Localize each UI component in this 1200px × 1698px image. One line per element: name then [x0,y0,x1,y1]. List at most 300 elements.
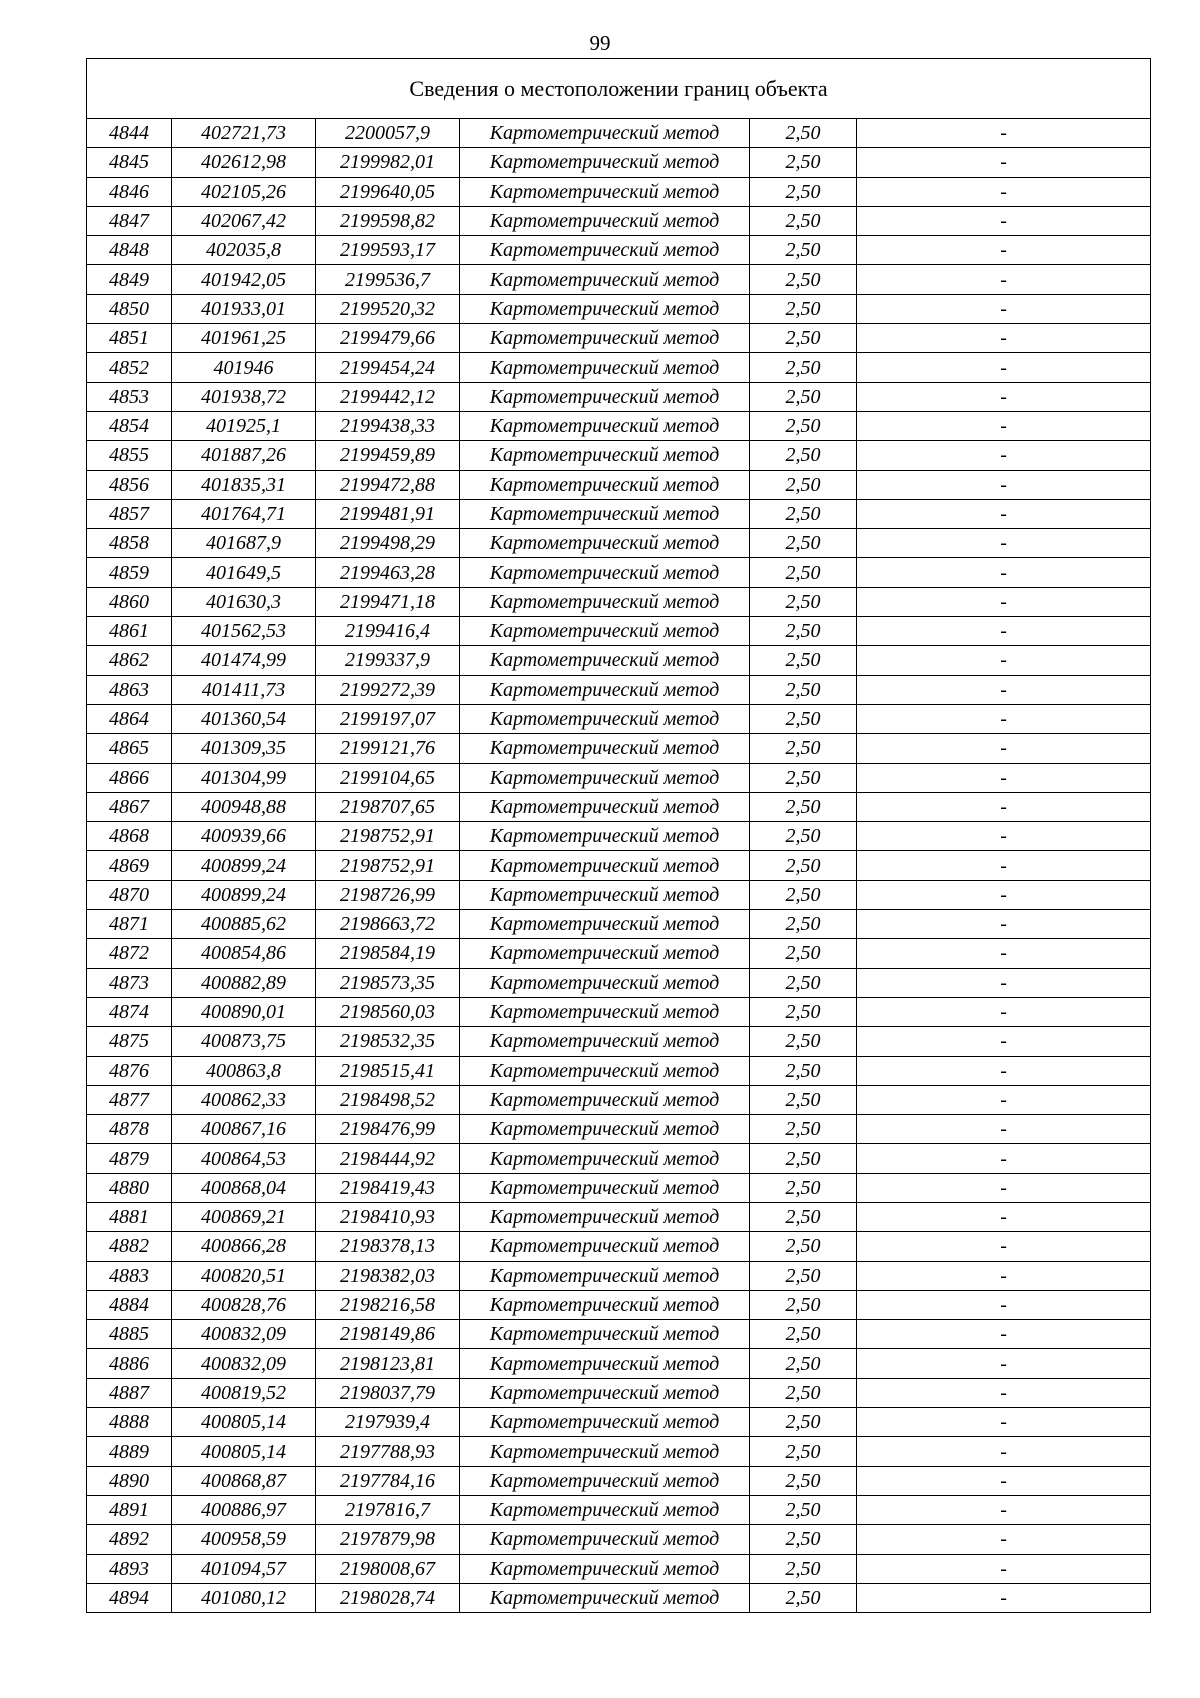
description-cell: - [857,1173,1151,1202]
table-row [87,382,1151,411]
method-cell: Картометрический метод [460,206,750,235]
accuracy-cell: 2,50 [750,1085,857,1114]
accuracy-cell: 2,50 [750,411,857,440]
x-coordinate-cell: 402721,73 [172,119,316,148]
y-coordinate-cell: 2199438,33 [316,411,460,440]
method-cell: Картометрический метод [460,910,750,939]
y-coordinate-cell: 2200057,9 [316,119,460,148]
method-cell: Картометрический метод [460,1115,750,1144]
x-coordinate-cell: 400828,76 [172,1290,316,1319]
method-cell: Картометрический метод [460,822,750,851]
method-cell: Картометрический метод [460,1261,750,1290]
method-cell: Картометрический метод [460,119,750,148]
method-cell: Картометрический метод [460,646,750,675]
y-coordinate-cell: 2199459,89 [316,441,460,470]
table-row [87,441,1151,470]
accuracy-cell: 2,50 [750,1525,857,1554]
description-cell: - [857,1320,1151,1349]
accuracy-cell: 2,50 [750,206,857,235]
y-coordinate-cell: 2199498,29 [316,529,460,558]
y-coordinate-cell: 2198584,19 [316,939,460,968]
table-row [87,792,1151,821]
method-cell: Картометрический метод [460,587,750,616]
point-number-cell: 4886 [87,1349,172,1378]
x-coordinate-cell: 400868,04 [172,1173,316,1202]
table-body [87,119,1151,1613]
y-coordinate-cell: 2199454,24 [316,353,460,382]
table-row [87,822,1151,851]
point-number-cell: 4868 [87,822,172,851]
table-row [87,1261,1151,1290]
description-cell: - [857,177,1151,206]
accuracy-cell: 2,50 [750,997,857,1026]
x-coordinate-cell: 402105,26 [172,177,316,206]
point-number-cell: 4869 [87,851,172,880]
y-coordinate-cell: 2198382,03 [316,1261,460,1290]
y-coordinate-cell: 2197788,93 [316,1437,460,1466]
method-cell: Картометрический метод [460,792,750,821]
point-number-cell: 4892 [87,1525,172,1554]
description-cell: - [857,441,1151,470]
x-coordinate-cell: 401304,99 [172,763,316,792]
point-number-cell: 4887 [87,1378,172,1407]
accuracy-cell: 2,50 [750,324,857,353]
point-number-cell: 4865 [87,734,172,763]
table-row [87,1408,1151,1437]
description-cell: - [857,646,1151,675]
x-coordinate-cell: 400890,01 [172,997,316,1026]
table-row [87,1202,1151,1231]
y-coordinate-cell: 2199121,76 [316,734,460,763]
y-coordinate-cell: 2198498,52 [316,1085,460,1114]
accuracy-cell: 2,50 [750,822,857,851]
y-coordinate-cell: 2198663,72 [316,910,460,939]
point-number-cell: 4857 [87,499,172,528]
point-number-cell: 4875 [87,1027,172,1056]
accuracy-cell: 2,50 [750,910,857,939]
x-coordinate-cell: 400867,16 [172,1115,316,1144]
table-row [87,910,1151,939]
method-cell: Картометрический метод [460,265,750,294]
x-coordinate-cell: 400864,53 [172,1144,316,1173]
point-number-cell: 4858 [87,529,172,558]
x-coordinate-cell: 401411,73 [172,675,316,704]
description-cell: - [857,1027,1151,1056]
accuracy-cell: 2,50 [750,1261,857,1290]
description-cell: - [857,206,1151,235]
table-row [87,324,1151,353]
x-coordinate-cell: 401764,71 [172,499,316,528]
table-row [87,206,1151,235]
method-cell: Картометрический метод [460,1583,750,1612]
method-cell: Картометрический метод [460,1056,750,1085]
point-number-cell: 4853 [87,382,172,411]
x-coordinate-cell: 402612,98 [172,148,316,177]
point-number-cell: 4883 [87,1261,172,1290]
description-cell: - [857,382,1151,411]
y-coordinate-cell: 2198028,74 [316,1583,460,1612]
table-row [87,353,1151,382]
accuracy-cell: 2,50 [750,792,857,821]
y-coordinate-cell: 2198573,35 [316,968,460,997]
method-cell: Картометрический метод [460,1320,750,1349]
table-row [87,1378,1151,1407]
table-row [87,1173,1151,1202]
table-row [87,1466,1151,1495]
table-title: Сведения о местоположении границ объекта [87,59,1151,119]
table-row [87,1583,1151,1612]
method-cell: Картометрический метод [460,499,750,528]
point-number-cell: 4848 [87,236,172,265]
table-row [87,236,1151,265]
point-number-cell: 4845 [87,148,172,177]
description-cell: - [857,265,1151,294]
x-coordinate-cell: 400886,97 [172,1495,316,1524]
method-cell: Картометрический метод [460,441,750,470]
point-number-cell: 4870 [87,880,172,909]
point-number-cell: 4894 [87,1583,172,1612]
description-cell: - [857,1437,1151,1466]
method-cell: Картометрический метод [460,1290,750,1319]
point-number-cell: 4851 [87,324,172,353]
method-cell: Картометрический метод [460,734,750,763]
table-row [87,763,1151,792]
description-cell: - [857,1378,1151,1407]
y-coordinate-cell: 2199536,7 [316,265,460,294]
x-coordinate-cell: 401946 [172,353,316,382]
description-cell: - [857,617,1151,646]
point-number-cell: 4860 [87,587,172,616]
description-cell: - [857,1525,1151,1554]
y-coordinate-cell: 2199472,88 [316,470,460,499]
accuracy-cell: 2,50 [750,441,857,470]
x-coordinate-cell: 401925,1 [172,411,316,440]
y-coordinate-cell: 2199520,32 [316,294,460,323]
table-row [87,470,1151,499]
method-cell: Картометрический метод [460,236,750,265]
x-coordinate-cell: 401630,3 [172,587,316,616]
y-coordinate-cell: 2198726,99 [316,880,460,909]
table-row [87,704,1151,733]
accuracy-cell: 2,50 [750,353,857,382]
description-cell: - [857,1290,1151,1319]
table-row [87,851,1151,880]
method-cell: Картометрический метод [460,353,750,382]
table-row [87,1495,1151,1524]
method-cell: Картометрический метод [460,1554,750,1583]
accuracy-cell: 2,50 [750,382,857,411]
description-cell: - [857,1202,1151,1231]
point-number-cell: 4852 [87,353,172,382]
accuracy-cell: 2,50 [750,119,857,148]
description-cell: - [857,587,1151,616]
table-row [87,587,1151,616]
table-row [87,646,1151,675]
method-cell: Картометрический метод [460,1202,750,1231]
accuracy-cell: 2,50 [750,587,857,616]
point-number-cell: 4885 [87,1320,172,1349]
point-number-cell: 4879 [87,1144,172,1173]
y-coordinate-cell: 2198515,41 [316,1056,460,1085]
y-coordinate-cell: 2198752,91 [316,822,460,851]
accuracy-cell: 2,50 [750,1378,857,1407]
table-row [87,1027,1151,1056]
method-cell: Картометрический метод [460,1408,750,1437]
description-cell: - [857,148,1151,177]
x-coordinate-cell: 401887,26 [172,441,316,470]
table-row [87,1232,1151,1261]
y-coordinate-cell: 2199598,82 [316,206,460,235]
y-coordinate-cell: 2198476,99 [316,1115,460,1144]
y-coordinate-cell: 2199593,17 [316,236,460,265]
table-row [87,1144,1151,1173]
accuracy-cell: 2,50 [750,529,857,558]
method-cell: Картометрический метод [460,1378,750,1407]
point-number-cell: 4893 [87,1554,172,1583]
method-cell: Картометрический метод [460,1232,750,1261]
y-coordinate-cell: 2199463,28 [316,558,460,587]
accuracy-cell: 2,50 [750,939,857,968]
accuracy-cell: 2,50 [750,675,857,704]
accuracy-cell: 2,50 [750,1554,857,1583]
accuracy-cell: 2,50 [750,617,857,646]
description-cell: - [857,851,1151,880]
table-row [87,734,1151,763]
point-number-cell: 4891 [87,1495,172,1524]
y-coordinate-cell: 2197879,98 [316,1525,460,1554]
description-cell: - [857,353,1151,382]
accuracy-cell: 2,50 [750,1408,857,1437]
table-row [87,968,1151,997]
table-row [87,411,1151,440]
y-coordinate-cell: 2198123,81 [316,1349,460,1378]
description-cell: - [857,968,1151,997]
y-coordinate-cell: 2198149,86 [316,1320,460,1349]
point-number-cell: 4863 [87,675,172,704]
x-coordinate-cell: 400832,09 [172,1320,316,1349]
method-cell: Картометрический метод [460,1525,750,1554]
method-cell: Картометрический метод [460,851,750,880]
table-row [87,939,1151,968]
y-coordinate-cell: 2199337,9 [316,646,460,675]
accuracy-cell: 2,50 [750,1115,857,1144]
point-number-cell: 4888 [87,1408,172,1437]
method-cell: Картометрический метод [460,704,750,733]
table-row [87,294,1151,323]
x-coordinate-cell: 400899,24 [172,880,316,909]
point-number-cell: 4847 [87,206,172,235]
y-coordinate-cell: 2199442,12 [316,382,460,411]
y-coordinate-cell: 2199481,91 [316,499,460,528]
accuracy-cell: 2,50 [750,1173,857,1202]
description-cell: - [857,1085,1151,1114]
accuracy-cell: 2,50 [750,236,857,265]
description-cell: - [857,1232,1151,1261]
accuracy-cell: 2,50 [750,1144,857,1173]
point-number-cell: 4850 [87,294,172,323]
x-coordinate-cell: 401933,01 [172,294,316,323]
y-coordinate-cell: 2198037,79 [316,1378,460,1407]
x-coordinate-cell: 401961,25 [172,324,316,353]
y-coordinate-cell: 2199479,66 [316,324,460,353]
y-coordinate-cell: 2199471,18 [316,587,460,616]
y-coordinate-cell: 2199640,05 [316,177,460,206]
accuracy-cell: 2,50 [750,265,857,294]
description-cell: - [857,324,1151,353]
table-row [87,1056,1151,1085]
accuracy-cell: 2,50 [750,763,857,792]
x-coordinate-cell: 401649,5 [172,558,316,587]
method-cell: Картометрический метод [460,1085,750,1114]
y-coordinate-cell: 2198216,58 [316,1290,460,1319]
x-coordinate-cell: 400805,14 [172,1408,316,1437]
description-cell: - [857,822,1151,851]
method-cell: Картометрический метод [460,558,750,587]
x-coordinate-cell: 400862,33 [172,1085,316,1114]
accuracy-cell: 2,50 [750,734,857,763]
point-number-cell: 4867 [87,792,172,821]
y-coordinate-cell: 2198444,92 [316,1144,460,1173]
table-row [87,1554,1151,1583]
x-coordinate-cell: 401835,31 [172,470,316,499]
method-cell: Картометрический метод [460,880,750,909]
table-row [87,148,1151,177]
method-cell: Картометрический метод [460,1495,750,1524]
x-coordinate-cell: 401938,72 [172,382,316,411]
description-cell: - [857,236,1151,265]
description-cell: - [857,558,1151,587]
description-cell: - [857,1466,1151,1495]
method-cell: Картометрический метод [460,1027,750,1056]
accuracy-cell: 2,50 [750,1437,857,1466]
method-cell: Картометрический метод [460,382,750,411]
accuracy-cell: 2,50 [750,1466,857,1495]
y-coordinate-cell: 2198532,35 [316,1027,460,1056]
y-coordinate-cell: 2199272,39 [316,675,460,704]
point-number-cell: 4884 [87,1290,172,1319]
method-cell: Картометрический метод [460,1466,750,1495]
table-row [87,1115,1151,1144]
description-cell: - [857,411,1151,440]
accuracy-cell: 2,50 [750,177,857,206]
x-coordinate-cell: 400958,59 [172,1525,316,1554]
method-cell: Картометрический метод [460,1349,750,1378]
description-cell: - [857,1115,1151,1144]
accuracy-cell: 2,50 [750,1349,857,1378]
x-coordinate-cell: 400948,88 [172,792,316,821]
x-coordinate-cell: 400899,24 [172,851,316,880]
table-row [87,499,1151,528]
description-cell: - [857,880,1151,909]
description-cell: - [857,1495,1151,1524]
x-coordinate-cell: 400868,87 [172,1466,316,1495]
x-coordinate-cell: 401309,35 [172,734,316,763]
method-cell: Картометрический метод [460,763,750,792]
point-number-cell: 4861 [87,617,172,646]
table-row [87,1320,1151,1349]
y-coordinate-cell: 2199104,65 [316,763,460,792]
point-number-cell: 4856 [87,470,172,499]
method-cell: Картометрический метод [460,1144,750,1173]
x-coordinate-cell: 401080,12 [172,1583,316,1612]
table-row [87,177,1151,206]
accuracy-cell: 2,50 [750,470,857,499]
description-cell: - [857,1583,1151,1612]
x-coordinate-cell: 400939,66 [172,822,316,851]
method-cell: Картометрический метод [460,324,750,353]
table-row [87,119,1151,148]
y-coordinate-cell: 2198560,03 [316,997,460,1026]
method-cell: Картометрический метод [460,411,750,440]
point-number-cell: 4877 [87,1085,172,1114]
accuracy-cell: 2,50 [750,148,857,177]
accuracy-cell: 2,50 [750,1232,857,1261]
point-number-cell: 4866 [87,763,172,792]
point-number-cell: 4878 [87,1115,172,1144]
y-coordinate-cell: 2197816,7 [316,1495,460,1524]
x-coordinate-cell: 402035,8 [172,236,316,265]
table-row [87,997,1151,1026]
point-number-cell: 4854 [87,411,172,440]
y-coordinate-cell: 2198419,43 [316,1173,460,1202]
x-coordinate-cell: 401360,54 [172,704,316,733]
description-cell: - [857,119,1151,148]
accuracy-cell: 2,50 [750,646,857,675]
point-number-cell: 4882 [87,1232,172,1261]
table-row [87,265,1151,294]
table-header-row [87,59,1151,119]
accuracy-cell: 2,50 [750,704,857,733]
y-coordinate-cell: 2199416,4 [316,617,460,646]
x-coordinate-cell: 400854,86 [172,939,316,968]
description-cell: - [857,529,1151,558]
page-number: 99 [589,31,611,55]
point-number-cell: 4881 [87,1202,172,1231]
point-number-cell: 4874 [87,997,172,1026]
y-coordinate-cell: 2199982,01 [316,148,460,177]
x-coordinate-cell: 400805,14 [172,1437,316,1466]
method-cell: Картометрический метод [460,294,750,323]
method-cell: Картометрический метод [460,939,750,968]
x-coordinate-cell: 402067,42 [172,206,316,235]
boundary-coordinates-table [86,58,1151,1613]
y-coordinate-cell: 2198707,65 [316,792,460,821]
x-coordinate-cell: 400873,75 [172,1027,316,1056]
method-cell: Картометрический метод [460,177,750,206]
table-row [87,558,1151,587]
table-row [87,1525,1151,1554]
table-row [87,1085,1151,1114]
method-cell: Картометрический метод [460,997,750,1026]
description-cell: - [857,1554,1151,1583]
accuracy-cell: 2,50 [750,1495,857,1524]
x-coordinate-cell: 400819,52 [172,1378,316,1407]
table-row [87,1290,1151,1319]
method-cell: Картометрический метод [460,675,750,704]
point-number-cell: 4880 [87,1173,172,1202]
method-cell: Картометрический метод [460,1437,750,1466]
table-row [87,529,1151,558]
point-number-cell: 4889 [87,1437,172,1466]
point-number-cell: 4862 [87,646,172,675]
accuracy-cell: 2,50 [750,558,857,587]
point-number-cell: 4849 [87,265,172,294]
method-cell: Картометрический метод [460,617,750,646]
description-cell: - [857,910,1151,939]
method-cell: Картометрический метод [460,1173,750,1202]
x-coordinate-cell: 401474,99 [172,646,316,675]
table-row [87,1437,1151,1466]
